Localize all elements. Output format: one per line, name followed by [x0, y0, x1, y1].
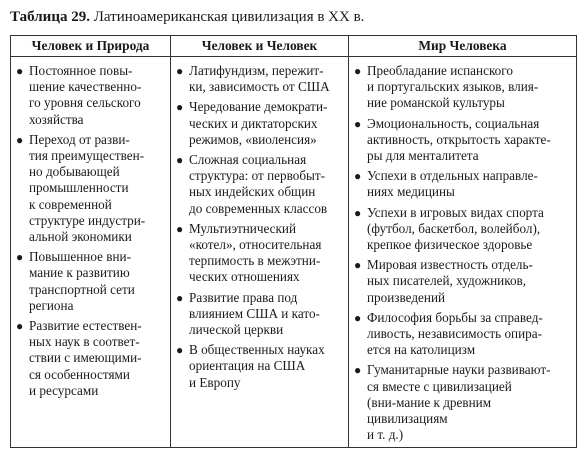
list-item-line: мание к развитию	[29, 265, 130, 281]
list-item	[354, 116, 573, 165]
list-item-line: но добывающей	[29, 164, 120, 180]
list-item-line: Гуманитарные науки развивают-	[367, 362, 551, 378]
list-item	[16, 249, 167, 314]
list-item	[176, 99, 345, 148]
list-item-line: ствии с имеющими-	[29, 350, 142, 366]
list-item-line: и Европу	[189, 374, 241, 390]
list-item-line: Успехи в игровых видах спорта	[367, 204, 544, 220]
bullet-icon: ●	[354, 64, 362, 78]
list-item-line: ется на католицизм	[367, 342, 476, 358]
list-item-line: го уровня сельского	[29, 95, 141, 111]
list-item-line: активность, открытость характе-	[367, 131, 551, 147]
list-item-line: Эмоциональность, социальная	[367, 115, 540, 131]
list-item-line: ки, зависимость от США	[189, 79, 330, 95]
list-item-line: региона	[29, 297, 74, 313]
list-item-line: крепкое физическое здоровье	[367, 237, 533, 253]
column-cell-world	[349, 57, 577, 448]
bullet-list	[176, 63, 345, 391]
list-item-line: ческих отношениях	[189, 269, 300, 285]
list-item-line: В общественных науках	[189, 342, 325, 358]
bullet-icon: ●	[176, 100, 184, 115]
list-item	[354, 362, 573, 443]
bullet-icon: ●	[354, 258, 362, 273]
list-item	[354, 310, 573, 359]
column-cell-human	[171, 57, 349, 448]
list-item-line: Развитие естествен-	[29, 318, 142, 334]
list-item-line: Постоянное повы-	[29, 63, 133, 78]
list-item-line: Чередование демократи-	[189, 99, 328, 115]
list-item-line: Успехи в отдельных направле-	[367, 168, 538, 184]
list-item	[16, 132, 167, 245]
list-item-line: ся вместе с цивилизацией	[367, 378, 512, 394]
list-item	[176, 152, 345, 217]
bullet-icon: ●	[176, 153, 184, 168]
list-item-line: альной экономики	[29, 229, 132, 245]
list-item-line: и ресурсами	[29, 382, 99, 398]
list-item-line: хозяйства	[29, 111, 84, 127]
list-item-line: ся особенностями	[29, 366, 130, 382]
bullet-icon: ●	[354, 363, 362, 378]
list-item	[354, 168, 573, 200]
list-item-line: шение качественно-	[29, 79, 142, 95]
bullet-list	[16, 63, 167, 399]
bullet-icon: ●	[176, 64, 184, 78]
list-item-line: Философия борьбы за справед-	[367, 309, 543, 325]
list-item-line: ливость, независимость опира-	[367, 326, 542, 342]
list-item-line: (вни-мание к древним цивилизациям	[367, 394, 492, 427]
list-item-line: тия преимуществен-	[29, 148, 145, 164]
list-item	[16, 318, 167, 399]
list-item-line: Мировая известность отдель-	[367, 257, 533, 273]
bullet-icon: ●	[354, 205, 362, 220]
list-item-line: ных наук в соответ-	[29, 334, 140, 350]
table-title	[10, 8, 364, 26]
column-header-nature: Человек и Природа	[11, 36, 171, 57]
list-item-line: (футбол, баскетбол, волейбол),	[367, 220, 541, 236]
bullet-icon: ●	[16, 132, 24, 147]
list-item-line: Преобладание испанского	[367, 63, 513, 78]
bullet-icon: ●	[354, 116, 362, 131]
list-item	[176, 63, 345, 95]
content-row	[11, 57, 577, 448]
table-number: Таблица 29.	[10, 9, 90, 25]
list-item-line: Развитие права под	[189, 289, 298, 305]
list-item-line: промышленности	[29, 180, 129, 196]
bullet-icon: ●	[16, 250, 24, 265]
list-item-line: ориентация на США	[189, 358, 306, 374]
list-item-line: структура: от первобыт-	[189, 168, 326, 184]
list-item-line: «котел», относительная	[189, 237, 322, 253]
bullet-icon: ●	[354, 169, 362, 184]
table-caption: Латиноамериканская цивилизация в XX в.	[93, 9, 365, 25]
list-item-line: лической церкви	[189, 322, 284, 338]
list-item-line: транспортной сети	[29, 281, 135, 297]
bullet-icon: ●	[16, 64, 24, 78]
bullet-icon: ●	[176, 290, 184, 305]
list-item-line: терпимость в межэтни-	[189, 253, 321, 269]
list-item	[16, 63, 167, 128]
list-item-line: ниях медицины	[367, 184, 455, 200]
list-item-line: и португальских языков, влия-	[367, 79, 539, 95]
list-item-line: режимов, «виоленсия»	[189, 131, 317, 147]
bullet-icon: ●	[354, 310, 362, 325]
column-header-world: Мир Человека	[349, 36, 577, 57]
list-item-line: влиянием США и като-	[189, 305, 320, 321]
header-row	[11, 36, 577, 57]
list-item-line: и т. д.)	[367, 427, 404, 443]
list-item-line: ческих и диктаторских	[189, 115, 318, 131]
list-item	[176, 342, 345, 391]
list-item	[176, 221, 345, 286]
list-item	[176, 290, 345, 339]
list-item-line: ных индейских общин	[189, 184, 316, 200]
bullet-icon: ●	[176, 221, 184, 236]
bullet-list	[354, 63, 573, 443]
list-item-line: ры для менталитета	[367, 148, 479, 164]
list-item-line: до современных классов	[189, 200, 328, 216]
list-item-line: Сложная социальная	[189, 152, 307, 168]
list-item	[354, 205, 573, 254]
list-item-line: Повышенное вни-	[29, 249, 131, 265]
list-item-line: ние романской культуры	[367, 95, 505, 111]
list-item-line: ных писателей, художников,	[367, 273, 527, 289]
list-item-line: Мультиэтнический	[189, 220, 297, 236]
bullet-icon: ●	[176, 343, 184, 358]
civilization-table	[10, 35, 577, 448]
list-item-line: к современной	[29, 196, 112, 212]
list-item-line: произведений	[367, 289, 446, 305]
list-item	[354, 63, 573, 112]
list-item-line: Переход от разви-	[29, 131, 130, 147]
list-item-line: структуре индустри-	[29, 212, 146, 228]
bullet-icon: ●	[16, 319, 24, 334]
column-header-human: Человек и Человек	[171, 36, 349, 57]
list-item-line: Латифундизм, пережит-	[189, 63, 324, 78]
column-cell-nature	[11, 57, 171, 448]
list-item	[354, 257, 573, 306]
